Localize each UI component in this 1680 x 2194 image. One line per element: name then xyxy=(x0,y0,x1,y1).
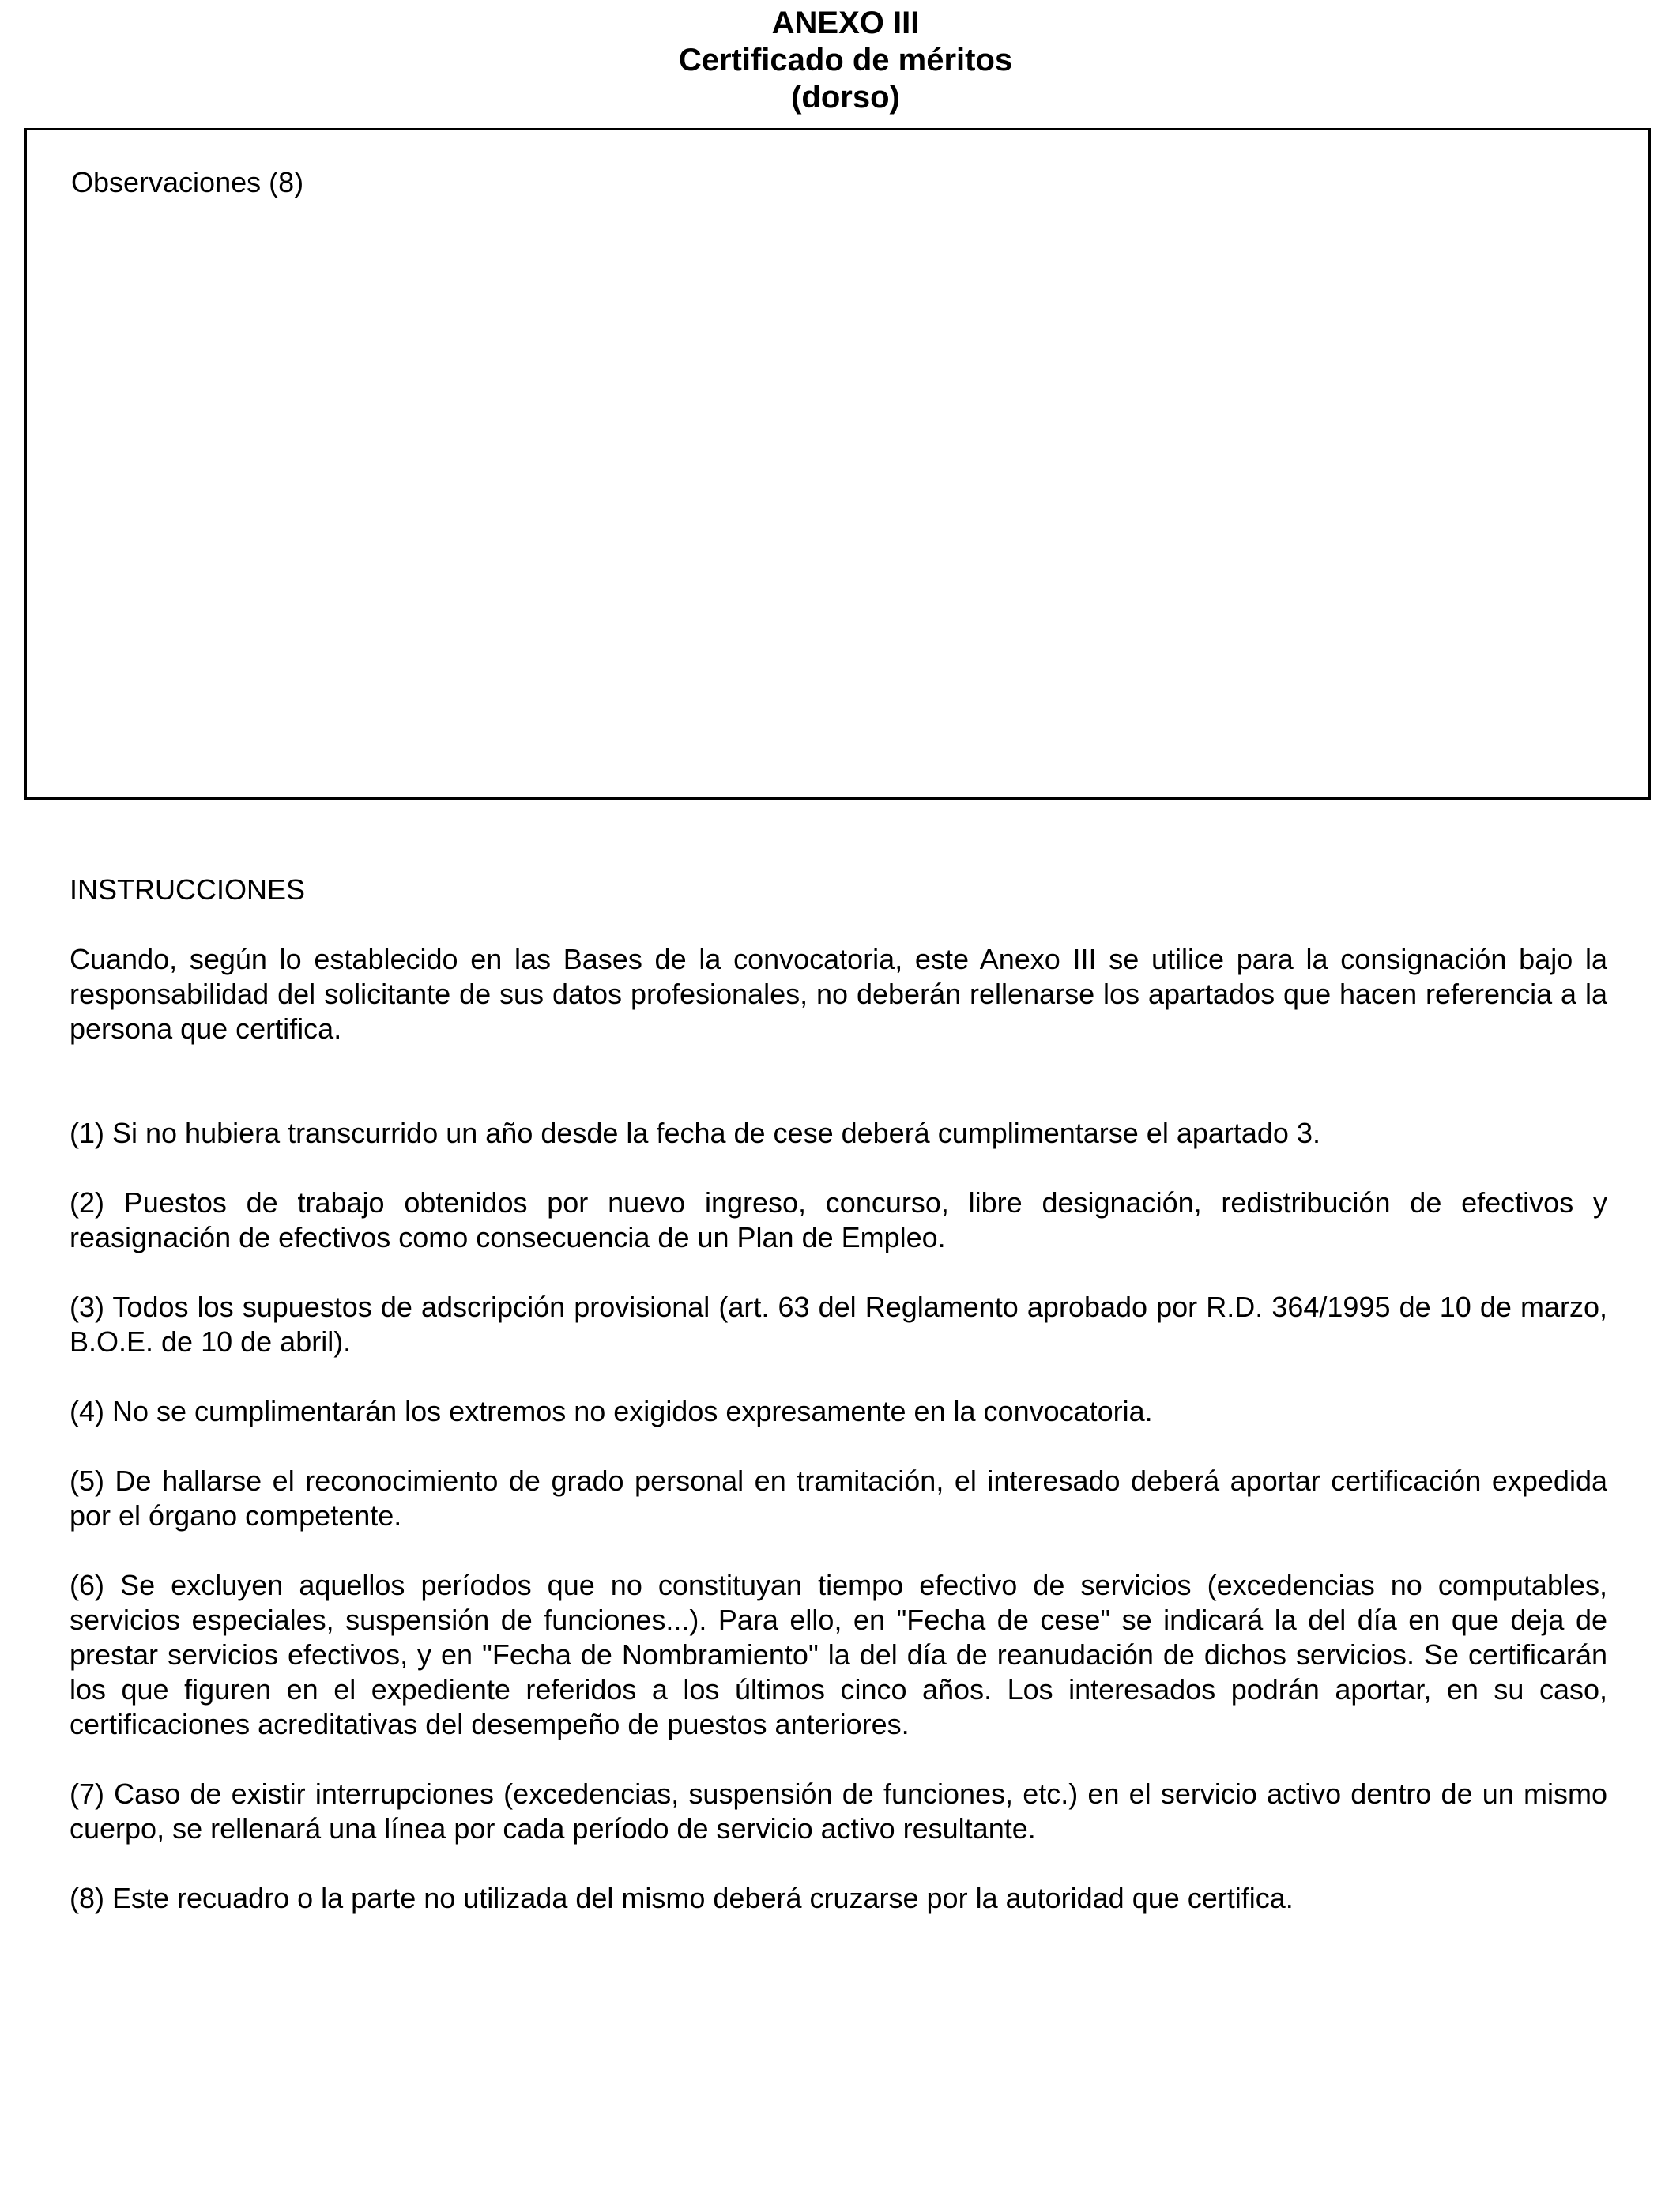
annex-title: ANEXO III xyxy=(771,6,920,40)
note-5: (5) De hallarse el reconocimiento de grado personal en tramitación, el interesado deberá aportar certificación expedida por el órgano competente. xyxy=(70,1465,1607,1532)
note-3: (3) Todos los supuestos de adscripción provisional (art. 63 del Reglamento aprobado por R.D. 364/1995 de 10 de marzo, B.O.E. de 10 de abril). xyxy=(70,1291,1607,1358)
note-1: (1) Si no hubiera transcurrido un año desde la fecha de cese deberá cumplimentarse el apartado 3. xyxy=(70,1117,1320,1149)
observations-label: Observaciones (8) xyxy=(71,166,304,198)
document-header xyxy=(0,5,1680,116)
note-8: (8) Este recuadro o la parte no utilizada del mismo deberá cruzarse por la autoridad que certifica. xyxy=(70,1882,1294,1914)
observations-box[interactable] xyxy=(24,128,1651,800)
side-label: (dorso) xyxy=(791,80,900,115)
note-6: (6) Se excluyen aquellos períodos que no constituyan tiempo efectivo de servicios (excedencias no computables, servicios especiales, suspensión de funciones...). Para ello, en "Fecha de cese" se indicará la del día en que deja de prestar servicios efectivos, y en "Fecha de Nombramiento" la del día de reanudación de dichos servicios. Se certificarán los que figuren en el expediente referidos a los últimos cinco años. Los interesados podrán aportar, en su caso, certificaciones acreditativas del desempeño de puestos anteriores. xyxy=(70,1569,1607,1740)
instructions-intro: Cuando, según lo establecido en las Bases de la convocatoria, este Anexo III se utilice para la consignación bajo la responsabilidad del solicitante de sus datos profesionales, no deberán rellenarse los apartados que hacen referencia a la persona que certifica. xyxy=(70,943,1607,1045)
instructions-title: INSTRUCCIONES xyxy=(70,873,306,906)
note-2: (2) Puestos de trabajo obtenidos por nuevo ingreso, concurso, libre designación, redistribución de efectivos y reasignación de efectivos como consecuencia de un Plan de Empleo. xyxy=(70,1186,1607,1253)
note-4: (4) No se cumplimentarán los extremos no exigidos expresamente en la convocatoria. xyxy=(70,1395,1153,1427)
certificate-title: Certificado de méritos xyxy=(678,43,1013,77)
instructions-section xyxy=(70,873,1607,1951)
note-7: (7) Caso de existir interrupciones (excedencias, suspensión de funciones, etc.) en el servicio activo dentro de un mismo cuerpo, se rellenará una línea por cada período de servicio activo resultante. xyxy=(70,1777,1607,1845)
